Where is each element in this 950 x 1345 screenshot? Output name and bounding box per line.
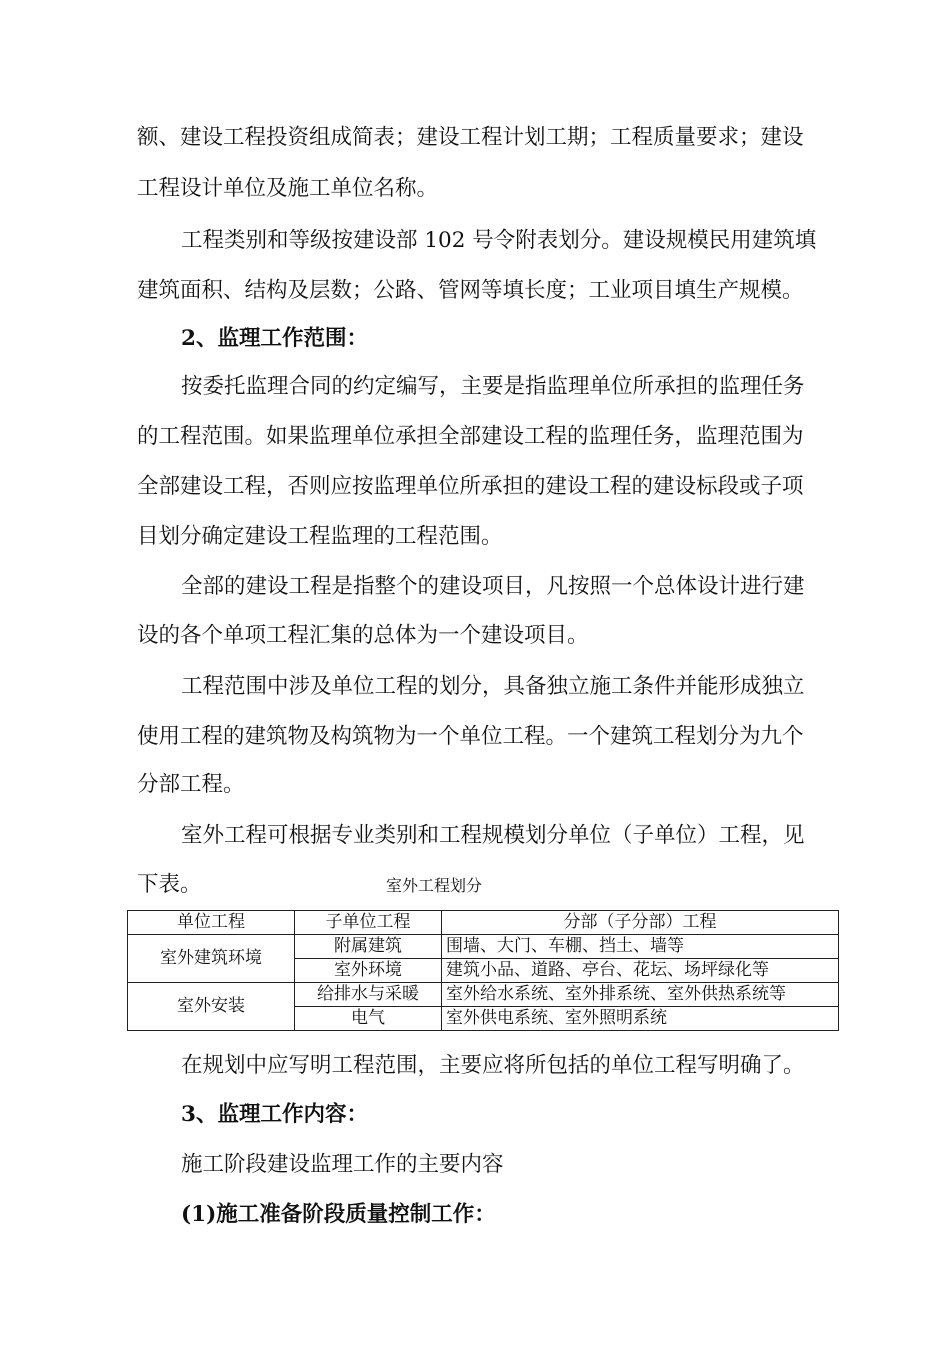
table-caption: 室外工程划分 <box>386 876 483 895</box>
table-header-row <box>128 911 839 935</box>
paragraph-line: 的工程范围。如果监理单位承担全部建设工程的监理任务，监理范围为 <box>137 424 804 449</box>
paragraph-line: 全部的建设工程是指整个的建设项目，凡按照一个总体设计进行建 <box>181 574 805 599</box>
unit-cell: 室外安装 <box>128 983 295 1031</box>
table-row <box>128 935 839 959</box>
paragraph-line: 工程范围中涉及单位工程的划分，具备独立施工条件并能形成独立 <box>181 674 805 699</box>
paragraph-line: 使用工程的建筑物及构筑物为一个单位工程。一个建筑工程划分为九个 <box>137 724 804 749</box>
unit-cell: 室外建筑环境 <box>128 935 295 983</box>
sub-unit-cell: 附属建筑 <box>295 935 442 959</box>
parts-cell: 围墙、大门、车棚、挡土、墙等 <box>442 935 839 959</box>
paragraph-line: 工程设计单位及施工单位名称。 <box>137 176 439 201</box>
paragraph-line: 全部建设工程，否则应按监理单位所承担的建设工程的建设标段或子项 <box>137 474 804 499</box>
paragraph-line: 按委托监理合同的约定编写，主要是指监理单位所承担的监理任务 <box>181 374 805 399</box>
sub-unit-cell: 给排水与采暖 <box>295 983 442 1007</box>
section-heading: (1)施工准备阶段质量控制工作： <box>181 1202 496 1227</box>
sub-unit-cell: 电气 <box>295 1007 442 1031</box>
header-cell: 子单位工程 <box>295 911 442 935</box>
header-cell: 单位工程 <box>128 911 295 935</box>
paragraph-line: 目划分确定建设工程监理的工程范围。 <box>137 524 503 549</box>
sub-unit-cell: 室外环境 <box>295 959 442 983</box>
parts-cell: 室外供电系统、室外照明系统 <box>442 1007 839 1031</box>
paragraph-line: 设的各个单项工程汇集的总体为一个建设项目。 <box>137 623 589 648</box>
paragraph-line: 在规划中应写明工程范围，主要应将所包括的单位工程写明确了。 <box>181 1053 805 1078</box>
paragraph-line: 施工阶段建设监理工作的主要内容 <box>181 1152 504 1177</box>
paragraph-line: 额、建设工程投资组成简表；建设工程计划工期；工程质量要求；建设 <box>137 125 804 150</box>
parts-cell: 建筑小品、道路、亭台、花坛、场坪绿化等 <box>442 959 839 983</box>
parts-cell: 室外给水系统、室外排系统、室外供热系统等 <box>442 983 839 1007</box>
paragraph-line: 分部工程。 <box>137 772 245 797</box>
paragraph-line: 建筑面积、结构及层数；公路、管网等填长度；工业项目填生产规模。 <box>137 278 804 303</box>
table-row <box>128 983 839 1007</box>
section-heading: 2、监理工作范围： <box>181 326 368 351</box>
paragraph-line: 室外工程可根据专业类别和工程规模划分单位（子单位）工程，见 <box>181 823 805 848</box>
paragraph-line: 下表。 <box>137 872 202 897</box>
header-cell: 分部（子分部）工程 <box>442 911 839 935</box>
outdoor-works-table <box>127 910 839 1031</box>
section-heading: 3、监理工作内容： <box>181 1102 368 1127</box>
paragraph-line: 工程类别和等级按建设部 102 号令附表划分。建设规模民用建筑填 <box>181 228 817 253</box>
